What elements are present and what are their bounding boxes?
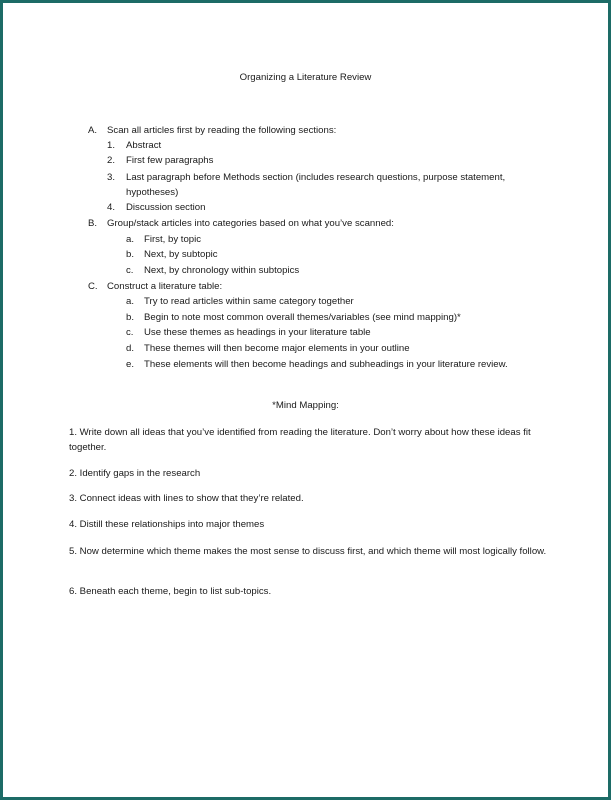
mind-mapping-step: 3. Connect ideas with lines to show that they’re related. [69, 493, 304, 504]
mind-mapping-step: 5. Now determine which theme makes the most sense to discuss first, and which theme will most logically follow. [69, 546, 547, 557]
mind-mapping-title: *Mind Mapping: [272, 400, 339, 411]
document-page: Organizing a Literature Review A. Scan all articles first by reading the following sections: 1. Abstract 2. First few paragraphs 3. Last paragraph before Methods section (includes research questions, purpose statement, hypotheses) 4. Discussion section B. Group/stack articles into categories based on what you’ve scanned: a. First, by topic b. Next, by subtopic c. Next, by chronology within subtopics C. Construct a literature table: a. Try to read articles within same category together b. Begin to note most common overall themes/variables (see mind mapping)* c. Use these themes as headings in your literature table d. These themes will then become major elements in your outline e. These elements will then become headings and subheadings in your literature review. *Mind Mapping: 1. Write down all ideas that you’ve identified from reading the literature. Don’t worry about how these ideas fit together. 2. Identify gaps in the research 3. Connect ideas with lines to show that they’re related. 4. Distill these relationships into major themes 5. Now determine which theme makes the most sense to discuss first, and which theme will most logically follow. 6. Beneath each theme, begin to list sub-topics. [0, 0, 611, 800]
mind-mapping-step: 1. Write down all ideas that you’ve identified from reading the literature. Don’t worry about how these ideas fit together. [69, 427, 531, 453]
section-letter: B. [88, 218, 98, 229]
document-title: Organizing a Literature Review [239, 72, 372, 83]
mind-mapping-step: 6. Beneath each theme, begin to list sub-topics. [69, 586, 272, 597]
mind-mapping-step: 4. Distill these relationships into major themes [69, 519, 265, 530]
section-letter: C. [88, 281, 98, 292]
section-heading: Construct a literature table: [107, 281, 223, 292]
section-letter: A. [88, 125, 98, 136]
section-heading: Scan all articles first by reading the following sections: [107, 125, 337, 136]
section-heading: Group/stack articles into categories based on what you’ve scanned: [107, 218, 394, 229]
mind-mapping-step: 2. Identify gaps in the research [69, 468, 201, 479]
